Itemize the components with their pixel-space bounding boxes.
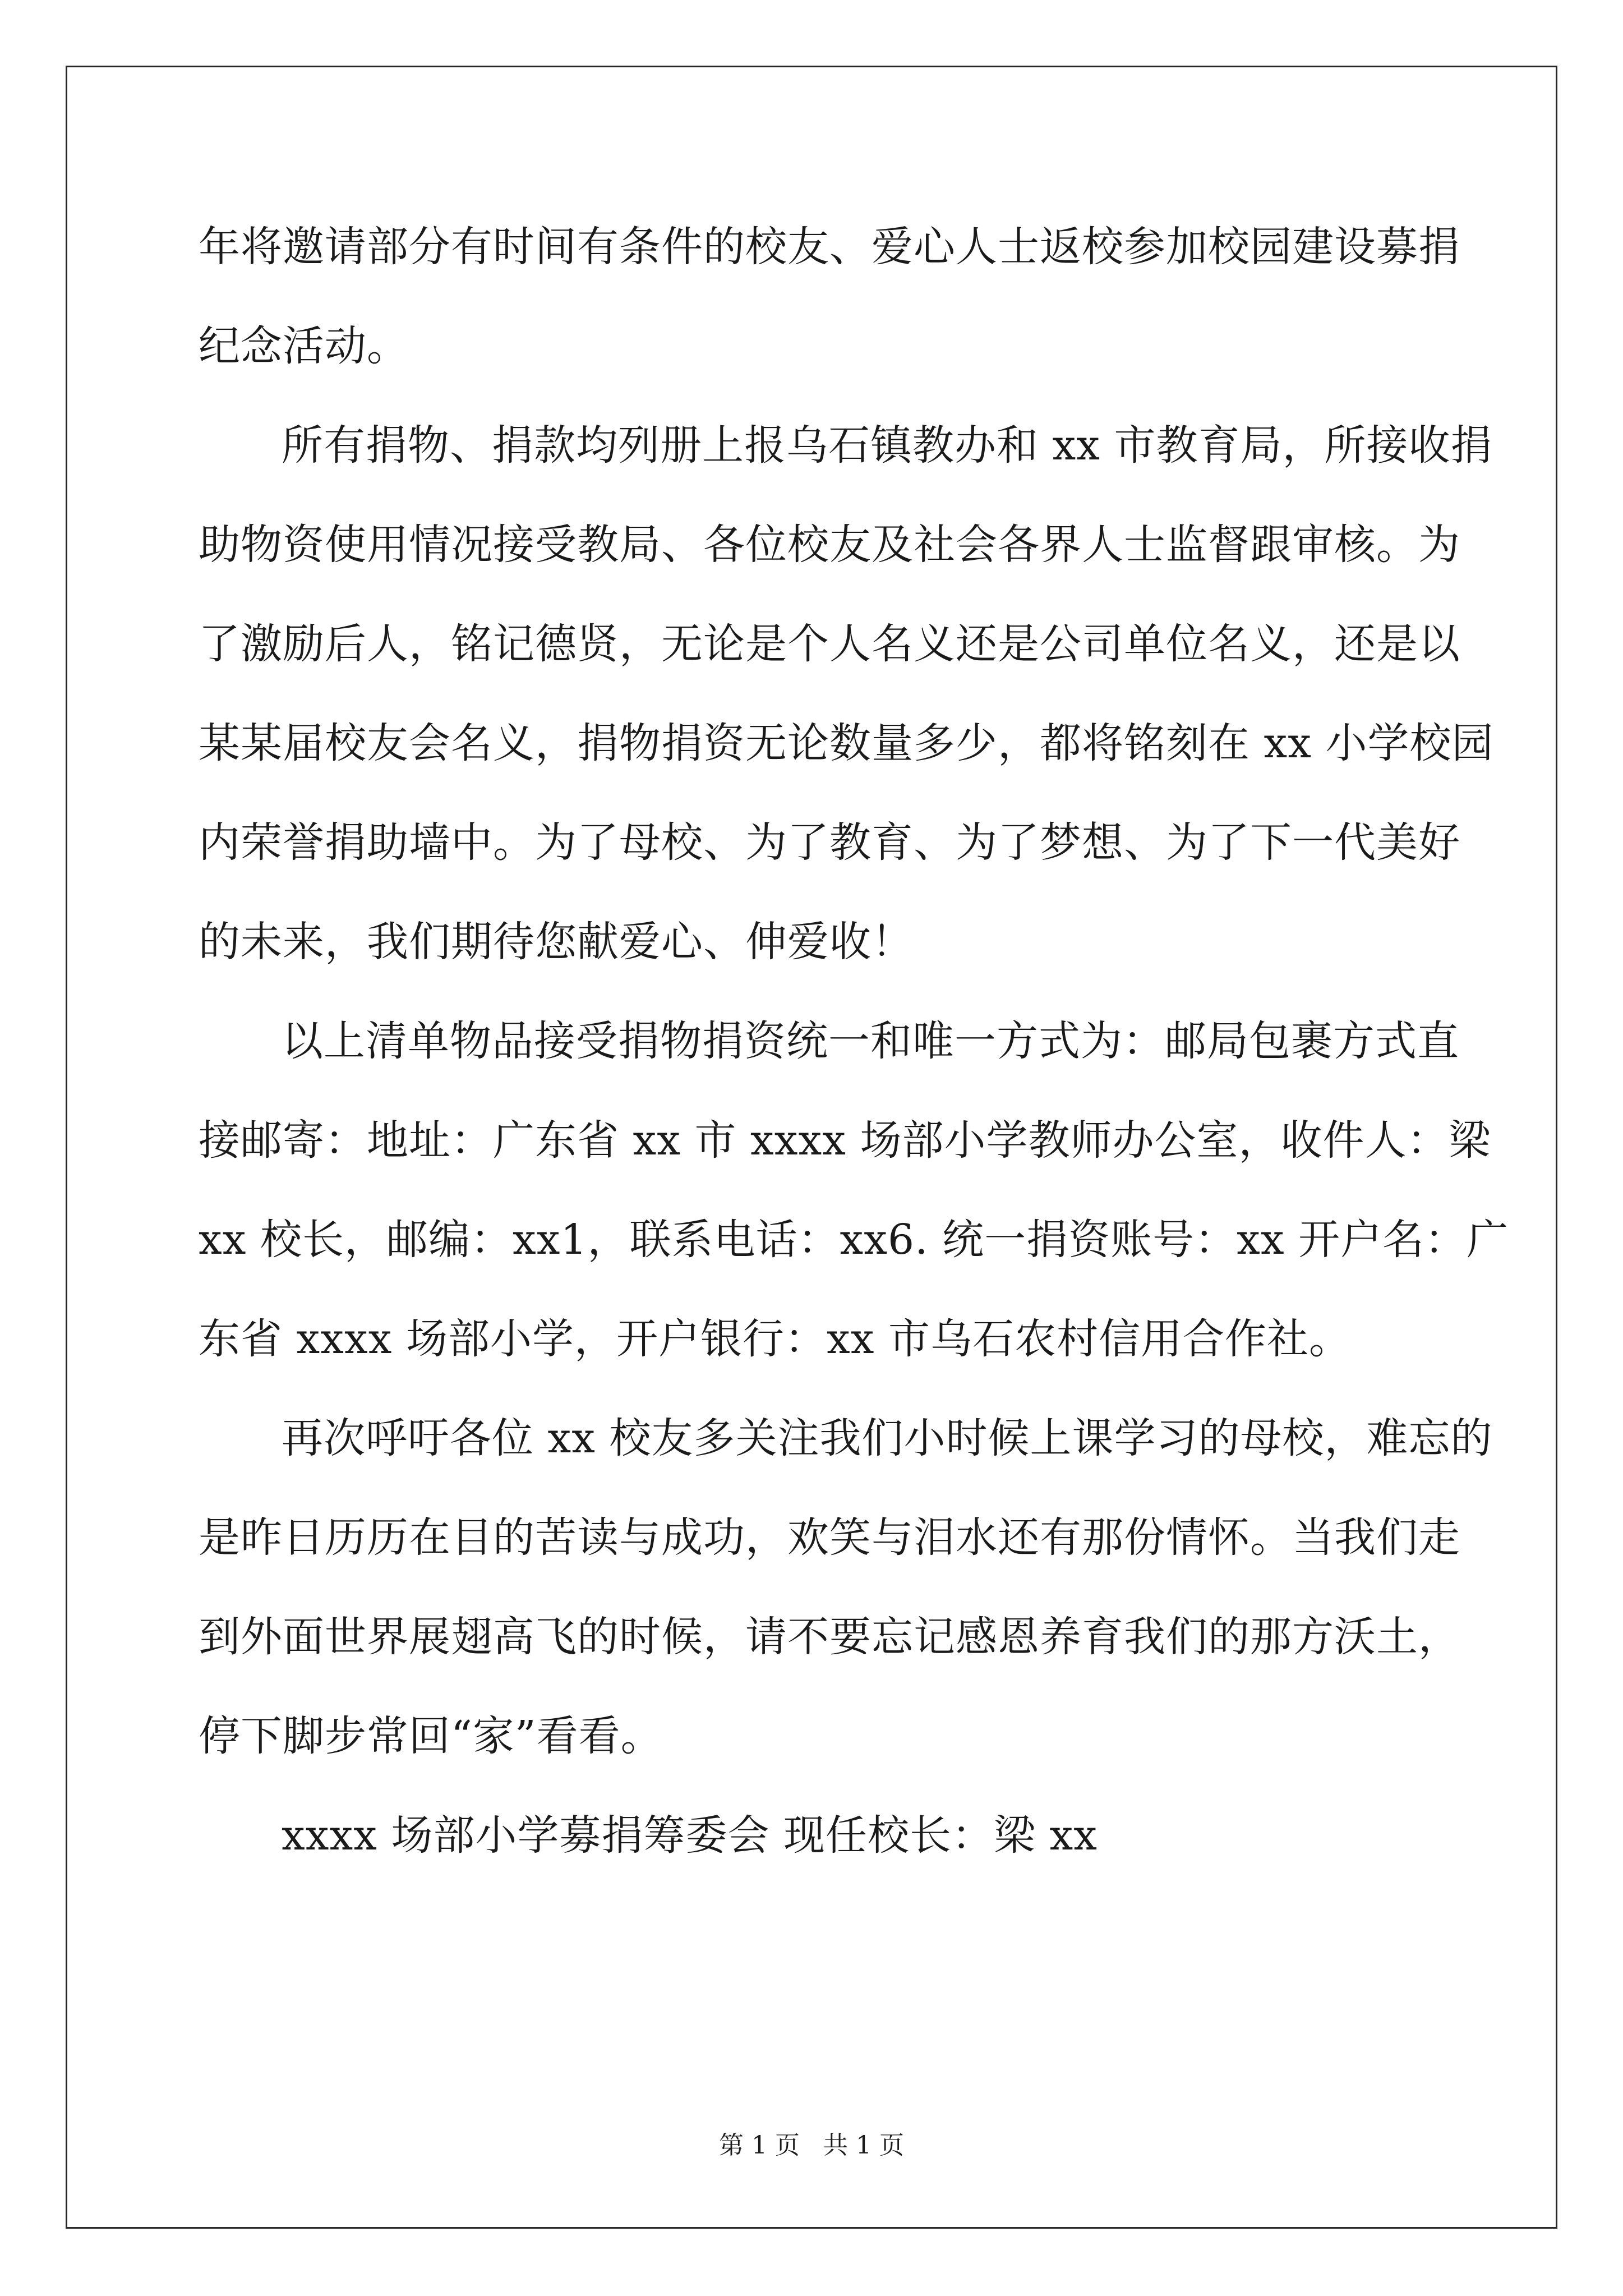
text-line: 停下脚步常回“家”看看。 — [199, 1712, 663, 1760]
text-line: 年将邀请部分有时间有条件的校友、爱心人士返校参加校园建设募捐 — [199, 223, 1460, 271]
text-line: xx 校长，邮编：xx1，联系电话：xx6. 统一捐资账号：xx 开户名：广 — [199, 1216, 1509, 1264]
paragraph-signature — [199, 1786, 1424, 1885]
signature-line: xxxx 场部小学募捐筹委会 现任校长：梁 xx — [282, 1811, 1098, 1860]
page-total: 共 1 页 — [823, 2131, 904, 2160]
text-line: 是昨日历历在目的苦读与成功，欢笑与泪水还有那份情怀。当我们走 — [199, 1513, 1460, 1562]
text-line: 接邮寄：地址：广东省 xx 市 xxxx 场部小学教师办公室，收件人：梁 — [199, 1116, 1491, 1165]
page-footer — [0, 2129, 1623, 2162]
paragraph-donation-method — [199, 992, 1509, 1389]
text-line: 以上清单物品接受捐物捐资统一和唯一方式为：邮局包裹方式直 — [282, 1017, 1459, 1065]
paragraph-donation-reporting — [199, 396, 1494, 992]
text-line: 再次呼吁各位 xx 校友多关注我们小时候上课学习的母校，难忘的 — [282, 1414, 1493, 1462]
paragraph-appeal — [199, 1389, 1493, 1786]
text-line: 助物资使用情况接受教局、各位校友及社会各界人士监督跟审核。为 — [199, 521, 1460, 569]
text-line: 纪念活动。 — [199, 322, 409, 370]
text-line: 内荣誉捐助墙中。为了母校、为了教育、为了梦想、为了下一代美好 — [199, 818, 1460, 867]
text-line: 了激励后人，铭记德贤，无论是个人名义还是公司单位名义，还是以 — [199, 620, 1460, 668]
paragraph-continuation — [199, 197, 1460, 396]
text-line: 所有捐物、捐款均列册上报乌石镇教办和 xx 市教育局，所接收捐 — [282, 421, 1493, 470]
text-line: 某某届校友会名义，捐物捐资无论数量多少，都将铭刻在 xx 小学校园 — [199, 719, 1494, 767]
text-line: 的未来，我们期待您献爱心、伸爱收！ — [199, 918, 914, 966]
text-line: 到外面世界展翅高飞的时候，请不要忘记感恩养育我们的那方沃土， — [199, 1613, 1460, 1661]
document-body — [199, 197, 1509, 1885]
page-number: 第 1 页 — [719, 2131, 800, 2160]
text-line: 东省 xxxx 场部小学，开户银行：xx 市乌石农村信用合作社。 — [199, 1315, 1351, 1363]
